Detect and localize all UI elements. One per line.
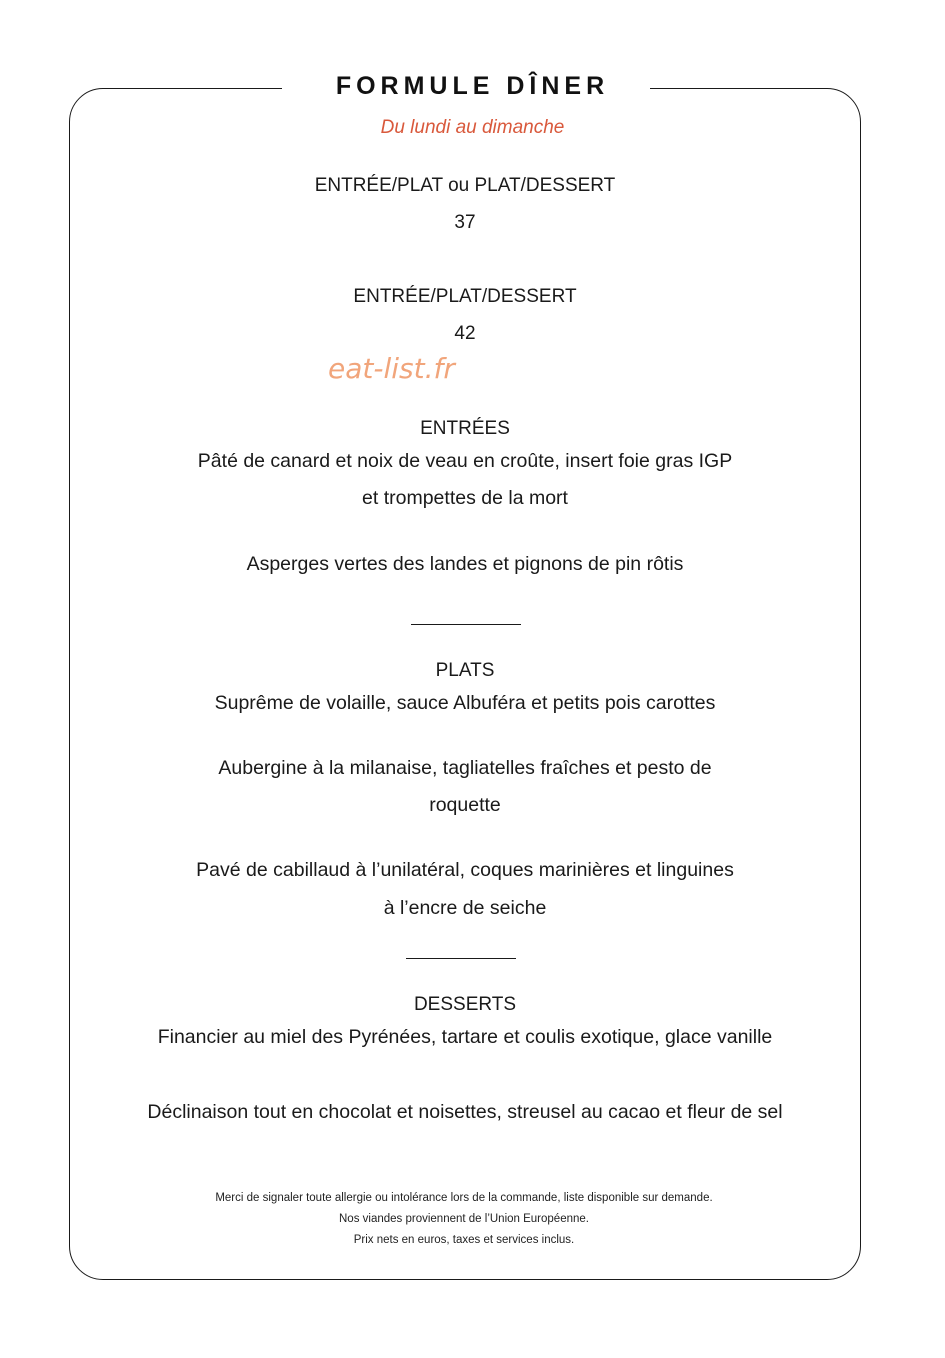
footer-note-meat-origin: Nos viandes proviennent de l’Union Européenne. [339,1213,589,1225]
entrees-heading: ENTRÉES [420,418,510,439]
plat-1-line-1: Suprême de volaille, sauce Albuféra et petits pois carottes [214,692,716,714]
formula-2-price: 42 [454,323,476,344]
entree-1-line-2: et trompettes de la mort [362,487,568,509]
entree-2-line-1: Asperges vertes des landes et pignons de pin rôtis [246,553,684,575]
desserts-heading: DESSERTS [413,994,517,1015]
plat-3-line-1: Pavé de cabillaud à l’unilatéral, coques marinières et linguines [196,859,734,881]
footer-note-allergies: Merci de signaler toute allergie ou intolérance lors de la commande, liste disponible sur demande. [215,1192,713,1204]
section-divider [406,958,516,959]
plat-3-line-2: à l’encre de seiche [383,897,547,919]
plat-2-line-1: Aubergine à la milanaise, tagliatelles fraîches et pesto de [218,757,712,779]
section-divider [411,624,521,625]
entree-1-line-1: Pâté de canard et noix de veau en croûte, insert foie gras IGP [197,450,733,472]
footer-note-prices: Prix nets en euros, taxes et services inclus. [353,1234,575,1246]
dessert-1-line-1: Financier au miel des Pyrénées, tartare et coulis exotique, glace vanille [157,1026,773,1048]
menu-title: FORMULE DÎNER [335,72,610,100]
formula-1-price: 37 [454,212,476,233]
plat-2-line-2: roquette [429,794,501,816]
dessert-2-line-1: Déclinaison tout en chocolat et noisettes, streusel au cacao et fleur de sel [147,1101,783,1123]
plats-heading: PLATS [435,660,495,681]
menu-subtitle: Du lundi au dimanche [380,117,565,138]
watermark: eat-list.fr [328,352,455,385]
formula-1-label: ENTRÉE/PLAT ou PLAT/DESSERT [314,175,616,196]
formula-2-label: ENTRÉE/PLAT/DESSERT [353,286,577,307]
